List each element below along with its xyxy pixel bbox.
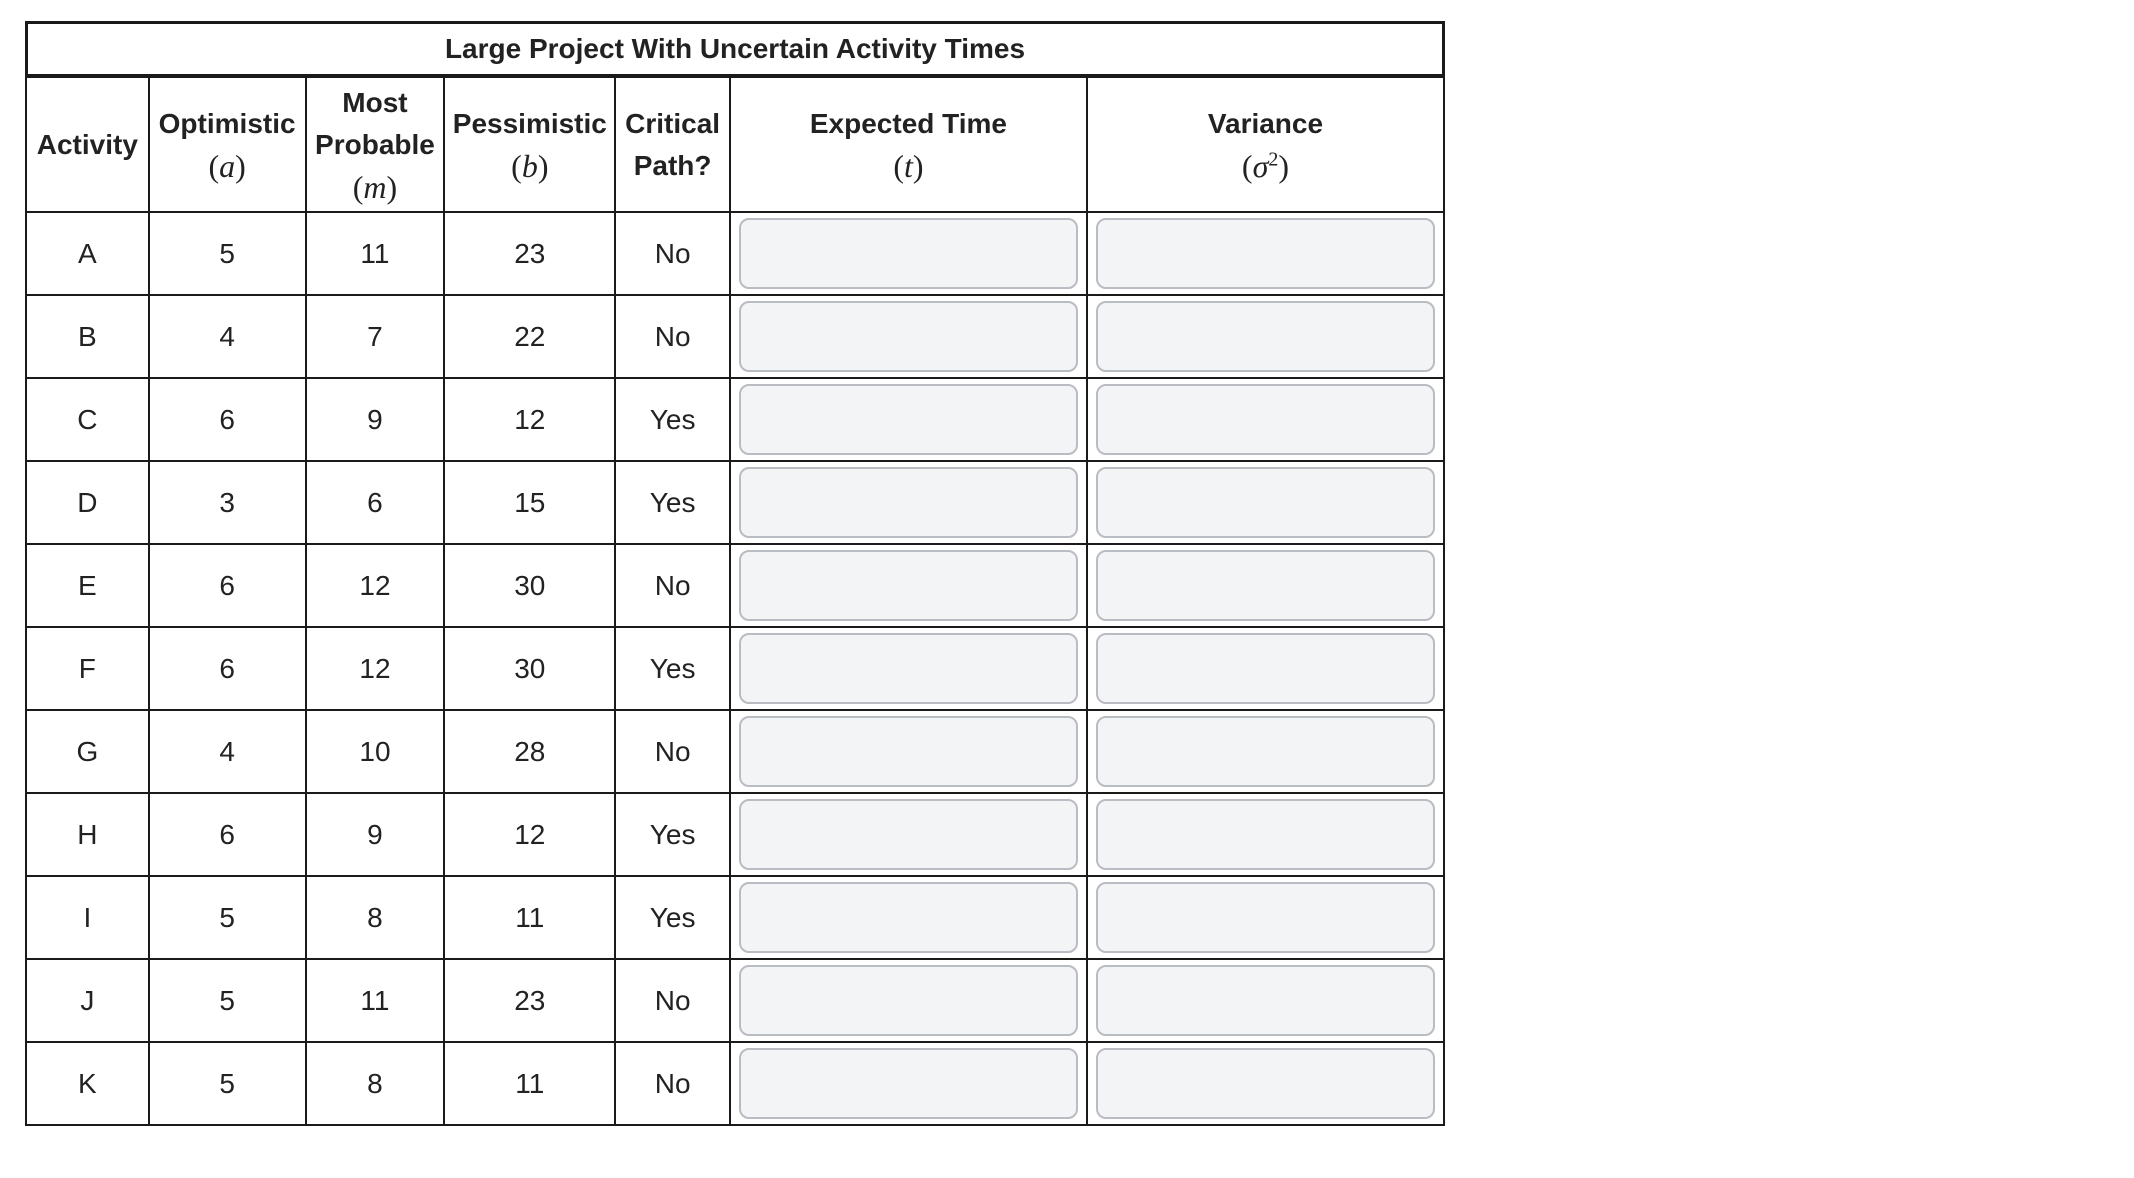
table-row	[26, 793, 1444, 876]
expected-time-cell	[730, 959, 1087, 1042]
header-critical-path	[615, 77, 730, 212]
pessimistic-cell: 15	[444, 461, 615, 544]
header-expected-symbol: (t)	[893, 147, 924, 184]
pessimistic-cell: 30	[444, 627, 615, 710]
variance-cell	[1087, 627, 1444, 710]
most-probable-cell: 12	[306, 627, 445, 710]
pessimistic-cell: 23	[444, 959, 615, 1042]
expected-time-cell	[730, 710, 1087, 793]
header-optimistic-label: Optimistic	[158, 107, 296, 139]
expected-time-cell	[730, 461, 1087, 544]
critical-path-cell: No	[615, 710, 730, 793]
variance-input[interactable]	[1096, 384, 1435, 455]
expected-time-input[interactable]	[739, 716, 1078, 787]
variance-cell	[1087, 295, 1444, 378]
variance-cell	[1087, 461, 1444, 544]
header-pessimistic-label: Pessimistic	[452, 107, 607, 139]
variance-input[interactable]	[1096, 633, 1435, 704]
expected-time-cell	[730, 378, 1087, 461]
table-row	[26, 710, 1444, 793]
pessimistic-cell: 22	[444, 295, 615, 378]
pessimistic-cell: 11	[444, 876, 615, 959]
header-variance	[1087, 77, 1444, 212]
activity-cell: K	[26, 1042, 149, 1125]
header-variance-symbol: $(\sigma^2)$	[1241, 147, 1290, 184]
critical-path-cell: No	[615, 1042, 730, 1125]
header-expected-label: Expected Time	[809, 107, 1007, 139]
variance-input[interactable]	[1096, 467, 1435, 538]
variance-input[interactable]	[1096, 716, 1435, 787]
activity-cell: G	[26, 710, 149, 793]
table-row	[26, 461, 1444, 544]
most-probable-cell: 10	[306, 710, 445, 793]
activity-cell: C	[26, 378, 149, 461]
header-pessimistic	[444, 77, 615, 212]
activity-cell: A	[26, 212, 149, 295]
expected-time-input[interactable]	[739, 550, 1078, 621]
pessimistic-cell: 12	[444, 793, 615, 876]
table-row	[26, 627, 1444, 710]
variance-input[interactable]	[1096, 301, 1435, 372]
expected-time-cell	[730, 212, 1087, 295]
expected-time-cell	[730, 295, 1087, 378]
variance-cell	[1087, 876, 1444, 959]
variance-cell	[1087, 959, 1444, 1042]
variance-cell	[1087, 212, 1444, 295]
variance-cell	[1087, 378, 1444, 461]
expected-time-cell	[730, 793, 1087, 876]
optimistic-cell: 5	[149, 1042, 306, 1125]
header-activity	[26, 77, 149, 212]
expected-time-input[interactable]	[739, 1048, 1078, 1119]
optimistic-cell: 6	[149, 544, 306, 627]
most-probable-cell: 9	[306, 378, 445, 461]
most-probable-cell: 11	[306, 212, 445, 295]
expected-time-input[interactable]	[739, 799, 1078, 870]
header-optimistic-symbol: (a)	[208, 147, 246, 184]
variance-cell	[1087, 793, 1444, 876]
optimistic-cell: 3	[149, 461, 306, 544]
header-pessimistic-symbol: (b)	[511, 147, 549, 184]
critical-path-cell: Yes	[615, 793, 730, 876]
variance-input[interactable]	[1096, 799, 1435, 870]
activity-cell: I	[26, 876, 149, 959]
header-variance-label: Variance	[1207, 107, 1324, 139]
expected-time-input[interactable]	[739, 467, 1078, 538]
expected-time-input[interactable]	[739, 965, 1078, 1036]
optimistic-cell: 5	[149, 876, 306, 959]
header-most-probable	[306, 77, 445, 212]
header-most-symbol: (m)	[352, 168, 398, 205]
table-row	[26, 212, 1444, 295]
header-critical-line2: Path?	[633, 149, 712, 181]
header-most-label-line2: Probable	[315, 128, 435, 160]
activity-cell: F	[26, 627, 149, 710]
table-row	[26, 1042, 1444, 1125]
critical-path-cell: No	[615, 544, 730, 627]
critical-path-cell: No	[615, 959, 730, 1042]
expected-time-input[interactable]	[739, 301, 1078, 372]
header-row	[26, 77, 1444, 212]
optimistic-cell: 5	[149, 212, 306, 295]
pessimistic-cell: 12	[444, 378, 615, 461]
optimistic-cell: 6	[149, 627, 306, 710]
optimistic-cell: 5	[149, 959, 306, 1042]
optimistic-cell: 6	[149, 378, 306, 461]
header-activity-label: Activity	[36, 128, 138, 160]
pessimistic-cell: 28	[444, 710, 615, 793]
pessimistic-cell: 30	[444, 544, 615, 627]
most-probable-cell: 8	[306, 876, 445, 959]
variance-cell	[1087, 710, 1444, 793]
activity-cell: B	[26, 295, 149, 378]
expected-time-cell	[730, 1042, 1087, 1125]
table-row	[26, 544, 1444, 627]
variance-input[interactable]	[1096, 1048, 1435, 1119]
most-probable-cell: 6	[306, 461, 445, 544]
expected-time-cell	[730, 544, 1087, 627]
pert-table-container	[25, 21, 1445, 1126]
header-critical-line1: Critical	[625, 107, 721, 139]
most-probable-cell: 8	[306, 1042, 445, 1125]
activity-times-table	[25, 76, 1445, 1126]
expected-time-input[interactable]	[739, 882, 1078, 953]
expected-time-input[interactable]	[739, 384, 1078, 455]
most-probable-cell: 7	[306, 295, 445, 378]
pessimistic-cell: 23	[444, 212, 615, 295]
table-body	[26, 212, 1444, 1125]
expected-time-cell	[730, 627, 1087, 710]
critical-path-cell: No	[615, 212, 730, 295]
variance-cell	[1087, 544, 1444, 627]
critical-path-cell: Yes	[615, 627, 730, 710]
variance-input[interactable]	[1096, 882, 1435, 953]
pessimistic-cell: 11	[444, 1042, 615, 1125]
most-probable-cell: 11	[306, 959, 445, 1042]
table-title: Large Project With Uncertain Activity Times	[25, 21, 1445, 77]
header-expected-time	[730, 77, 1087, 212]
optimistic-cell: 4	[149, 295, 306, 378]
table-row	[26, 876, 1444, 959]
header-optimistic	[149, 77, 306, 212]
most-probable-cell: 9	[306, 793, 445, 876]
variance-input[interactable]	[1096, 965, 1435, 1036]
table-row	[26, 959, 1444, 1042]
variance-input[interactable]	[1096, 550, 1435, 621]
activity-cell: J	[26, 959, 149, 1042]
activity-cell: E	[26, 544, 149, 627]
critical-path-cell: Yes	[615, 876, 730, 959]
header-most-label-line1: Most	[342, 86, 408, 118]
variance-cell	[1087, 1042, 1444, 1125]
table-row	[26, 378, 1444, 461]
activity-cell: D	[26, 461, 149, 544]
table-row	[26, 295, 1444, 378]
critical-path-cell: No	[615, 295, 730, 378]
expected-time-input[interactable]	[739, 633, 1078, 704]
critical-path-cell: Yes	[615, 378, 730, 461]
optimistic-cell: 6	[149, 793, 306, 876]
optimistic-cell: 4	[149, 710, 306, 793]
expected-time-cell	[730, 876, 1087, 959]
variance-input[interactable]	[1096, 218, 1435, 289]
most-probable-cell: 12	[306, 544, 445, 627]
expected-time-input[interactable]	[739, 218, 1078, 289]
activity-cell: H	[26, 793, 149, 876]
critical-path-cell: Yes	[615, 461, 730, 544]
